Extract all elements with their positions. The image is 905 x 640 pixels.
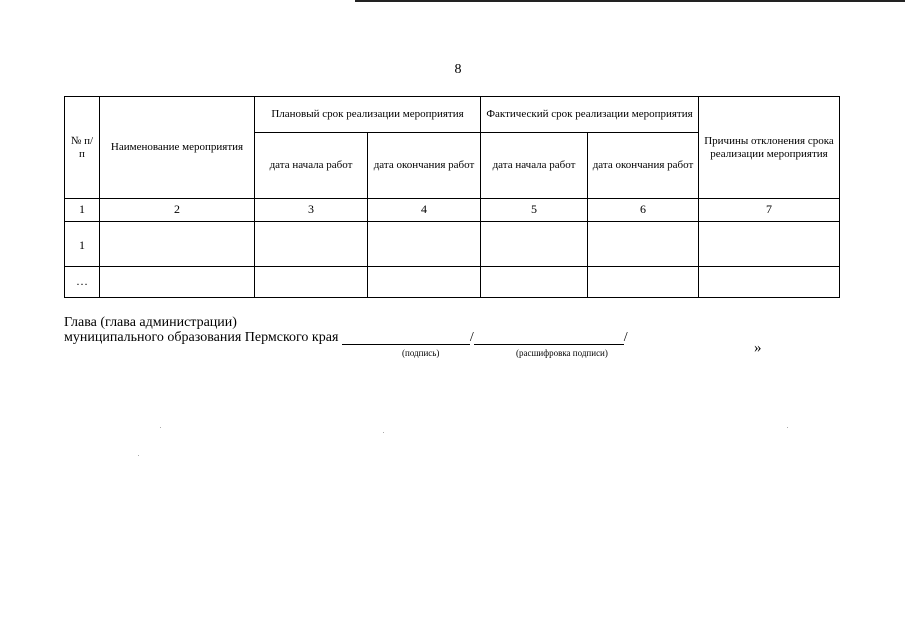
header-planned-end: дата окончания работ bbox=[368, 133, 481, 199]
row-actual-end-cell bbox=[588, 267, 699, 298]
page-number: 8 bbox=[454, 62, 462, 77]
decoding-caption: (расшифровка подписи) bbox=[516, 348, 608, 358]
name-decoding-blank bbox=[474, 331, 624, 345]
report-table bbox=[64, 96, 840, 298]
row-reasons-cell bbox=[699, 267, 840, 298]
scan-speck bbox=[138, 455, 139, 456]
header-actual: Фактический срок реализации мероприятия bbox=[481, 97, 699, 133]
signature-blank bbox=[342, 331, 470, 345]
row-actual-end-cell bbox=[588, 222, 699, 267]
header-actual-end: дата окончания работ bbox=[588, 133, 699, 199]
signature-title-text: муниципального образования Пермского края bbox=[64, 330, 339, 345]
column-number: 5 bbox=[481, 199, 588, 222]
table-row bbox=[65, 267, 840, 298]
slash-separator: / bbox=[469, 330, 474, 345]
row-actual-start-cell bbox=[481, 222, 588, 267]
header-name: Наименование мероприятия bbox=[100, 97, 255, 199]
header-num: № п/п bbox=[65, 97, 100, 199]
row-name-cell bbox=[100, 222, 255, 267]
column-number: 6 bbox=[588, 199, 699, 222]
column-number: 1 bbox=[65, 199, 100, 222]
signature-block bbox=[64, 315, 628, 358]
row-planned-start-cell bbox=[255, 267, 368, 298]
column-number-row bbox=[65, 199, 840, 222]
row-name-cell bbox=[100, 267, 255, 298]
header-actual-start: дата начала работ bbox=[481, 133, 588, 199]
header-planned-start: дата начала работ bbox=[255, 133, 368, 199]
row-num-cell: 1 bbox=[65, 222, 100, 267]
header-reasons: Причины отклонения срока реализации мероприятия bbox=[699, 97, 840, 199]
header-row-top bbox=[65, 97, 840, 133]
column-number: 7 bbox=[699, 199, 840, 222]
row-planned-start-cell bbox=[255, 222, 368, 267]
row-planned-end-cell bbox=[368, 222, 481, 267]
row-planned-end-cell bbox=[368, 267, 481, 298]
slash-separator: / bbox=[623, 330, 628, 345]
table-row bbox=[65, 222, 840, 267]
signature-title-line1: Глава (глава администрации) bbox=[64, 315, 237, 330]
row-num-cell: … bbox=[65, 267, 100, 298]
column-number: 4 bbox=[368, 199, 481, 222]
closing-quote: » bbox=[754, 340, 762, 356]
header-planned: Плановый срок реализации мероприятия bbox=[255, 97, 481, 133]
scan-speck bbox=[383, 432, 384, 433]
column-number: 2 bbox=[100, 199, 255, 222]
scan-speck bbox=[787, 427, 788, 428]
column-number: 3 bbox=[255, 199, 368, 222]
row-reasons-cell bbox=[699, 222, 840, 267]
signature-caption: (подпись) bbox=[402, 348, 440, 358]
row-actual-start-cell bbox=[481, 267, 588, 298]
top-border-line bbox=[355, 0, 905, 2]
scan-speck bbox=[160, 427, 161, 428]
signature-title-line2 bbox=[64, 330, 628, 345]
